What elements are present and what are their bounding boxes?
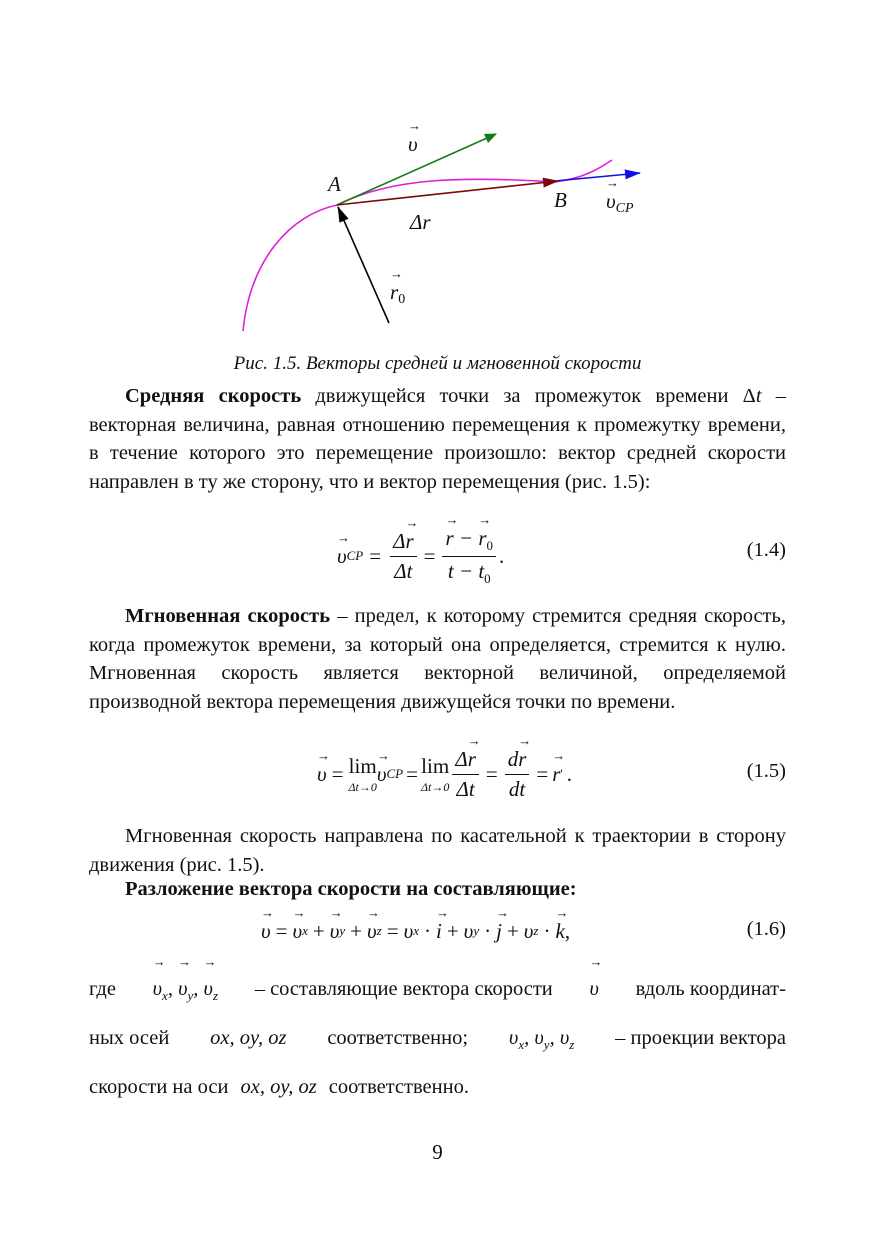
- velocity-diagram: [0, 0, 875, 350]
- label-point-a: A: [328, 172, 341, 196]
- equation-number-1-5: (1.5): [746, 760, 786, 782]
- paragraph-instant-velocity: Мгновенная скорость – предел, к которому стремится средняя скорость, когда промежуток времени, за который она определяется, стремится к нулю. Мгновенная скорость является векторной величиной, определяемой производной вектора перемещения движущейся точки по времени.: [89, 605, 786, 713]
- term-average-velocity: Средняя скорость: [125, 385, 302, 407]
- paragraph-tangent-direction: Мгновенная скорость направлена по касательной к траектории в сторону движения (рис. 1.5).: [89, 825, 786, 876]
- paragraph-components: где → $\upsilon_x$, → $\upsilon_y$, → $\upsilon_z$ – составляющие вектора скорости → υ вдоль координат- ных осей ox, oy, oz соответственно; $\upsilon_x$, $\upsilon_y$, $\upsilon_z$ – проекции вектора скорости на оси ox, oy, oz соответственно.: [89, 954, 786, 1098]
- equation-1-6: → υ = → υ x + → υ y + → υ z = υ x · → i + υ y · → j + υ z · → k , (1.6): [261, 904, 786, 943]
- label-delta-r: Δr: [410, 210, 431, 234]
- displacement-arrow: [337, 181, 558, 205]
- equation-1-5: → υ = lim Δt→0 → υ CP = lim Δt→0 Δ → r Δt = d → r dt = → r ' . (1.5): [317, 732, 786, 801]
- term-instant-velocity: Мгновенная скорость: [125, 605, 331, 627]
- paragraph-average-velocity: Средняя скорость движущейся точки за промежуток времени Δt – векторная величина, равная отношению перемещения к промежутку времени, в течение которого это перемещение произошло: вектор средней скорости направлен в ту же сторону, что и вектор перемещения (рис. 1.5):: [89, 385, 787, 493]
- equation-number-1-4: (1.4): [746, 539, 786, 561]
- radius-vector-arrow: [338, 207, 389, 323]
- page-number: 9: [432, 1140, 443, 1164]
- section-heading-decomposition: Разложение вектора скорости на составляющие:: [125, 878, 577, 900]
- label-v-cp: → $\upsilon_{CP}$: [606, 175, 634, 216]
- equation-1-4: → υ CP = Δ → r Δt = → r − → $r_0$ $t - t_0$ . (1.4): [337, 511, 786, 586]
- label-v: → υ: [408, 118, 421, 156]
- equation-number-1-6: (1.6): [746, 918, 786, 940]
- label-point-b: B: [554, 188, 567, 212]
- trajectory-curve: [243, 160, 612, 331]
- figure-velocity-vectors: [0, 0, 875, 350]
- label-r0: → $r_0$: [390, 266, 406, 307]
- figure-caption: Рис. 1.5. Векторы средней и мгновенной скорости: [233, 353, 642, 374]
- average-velocity-arrow: [555, 173, 640, 181]
